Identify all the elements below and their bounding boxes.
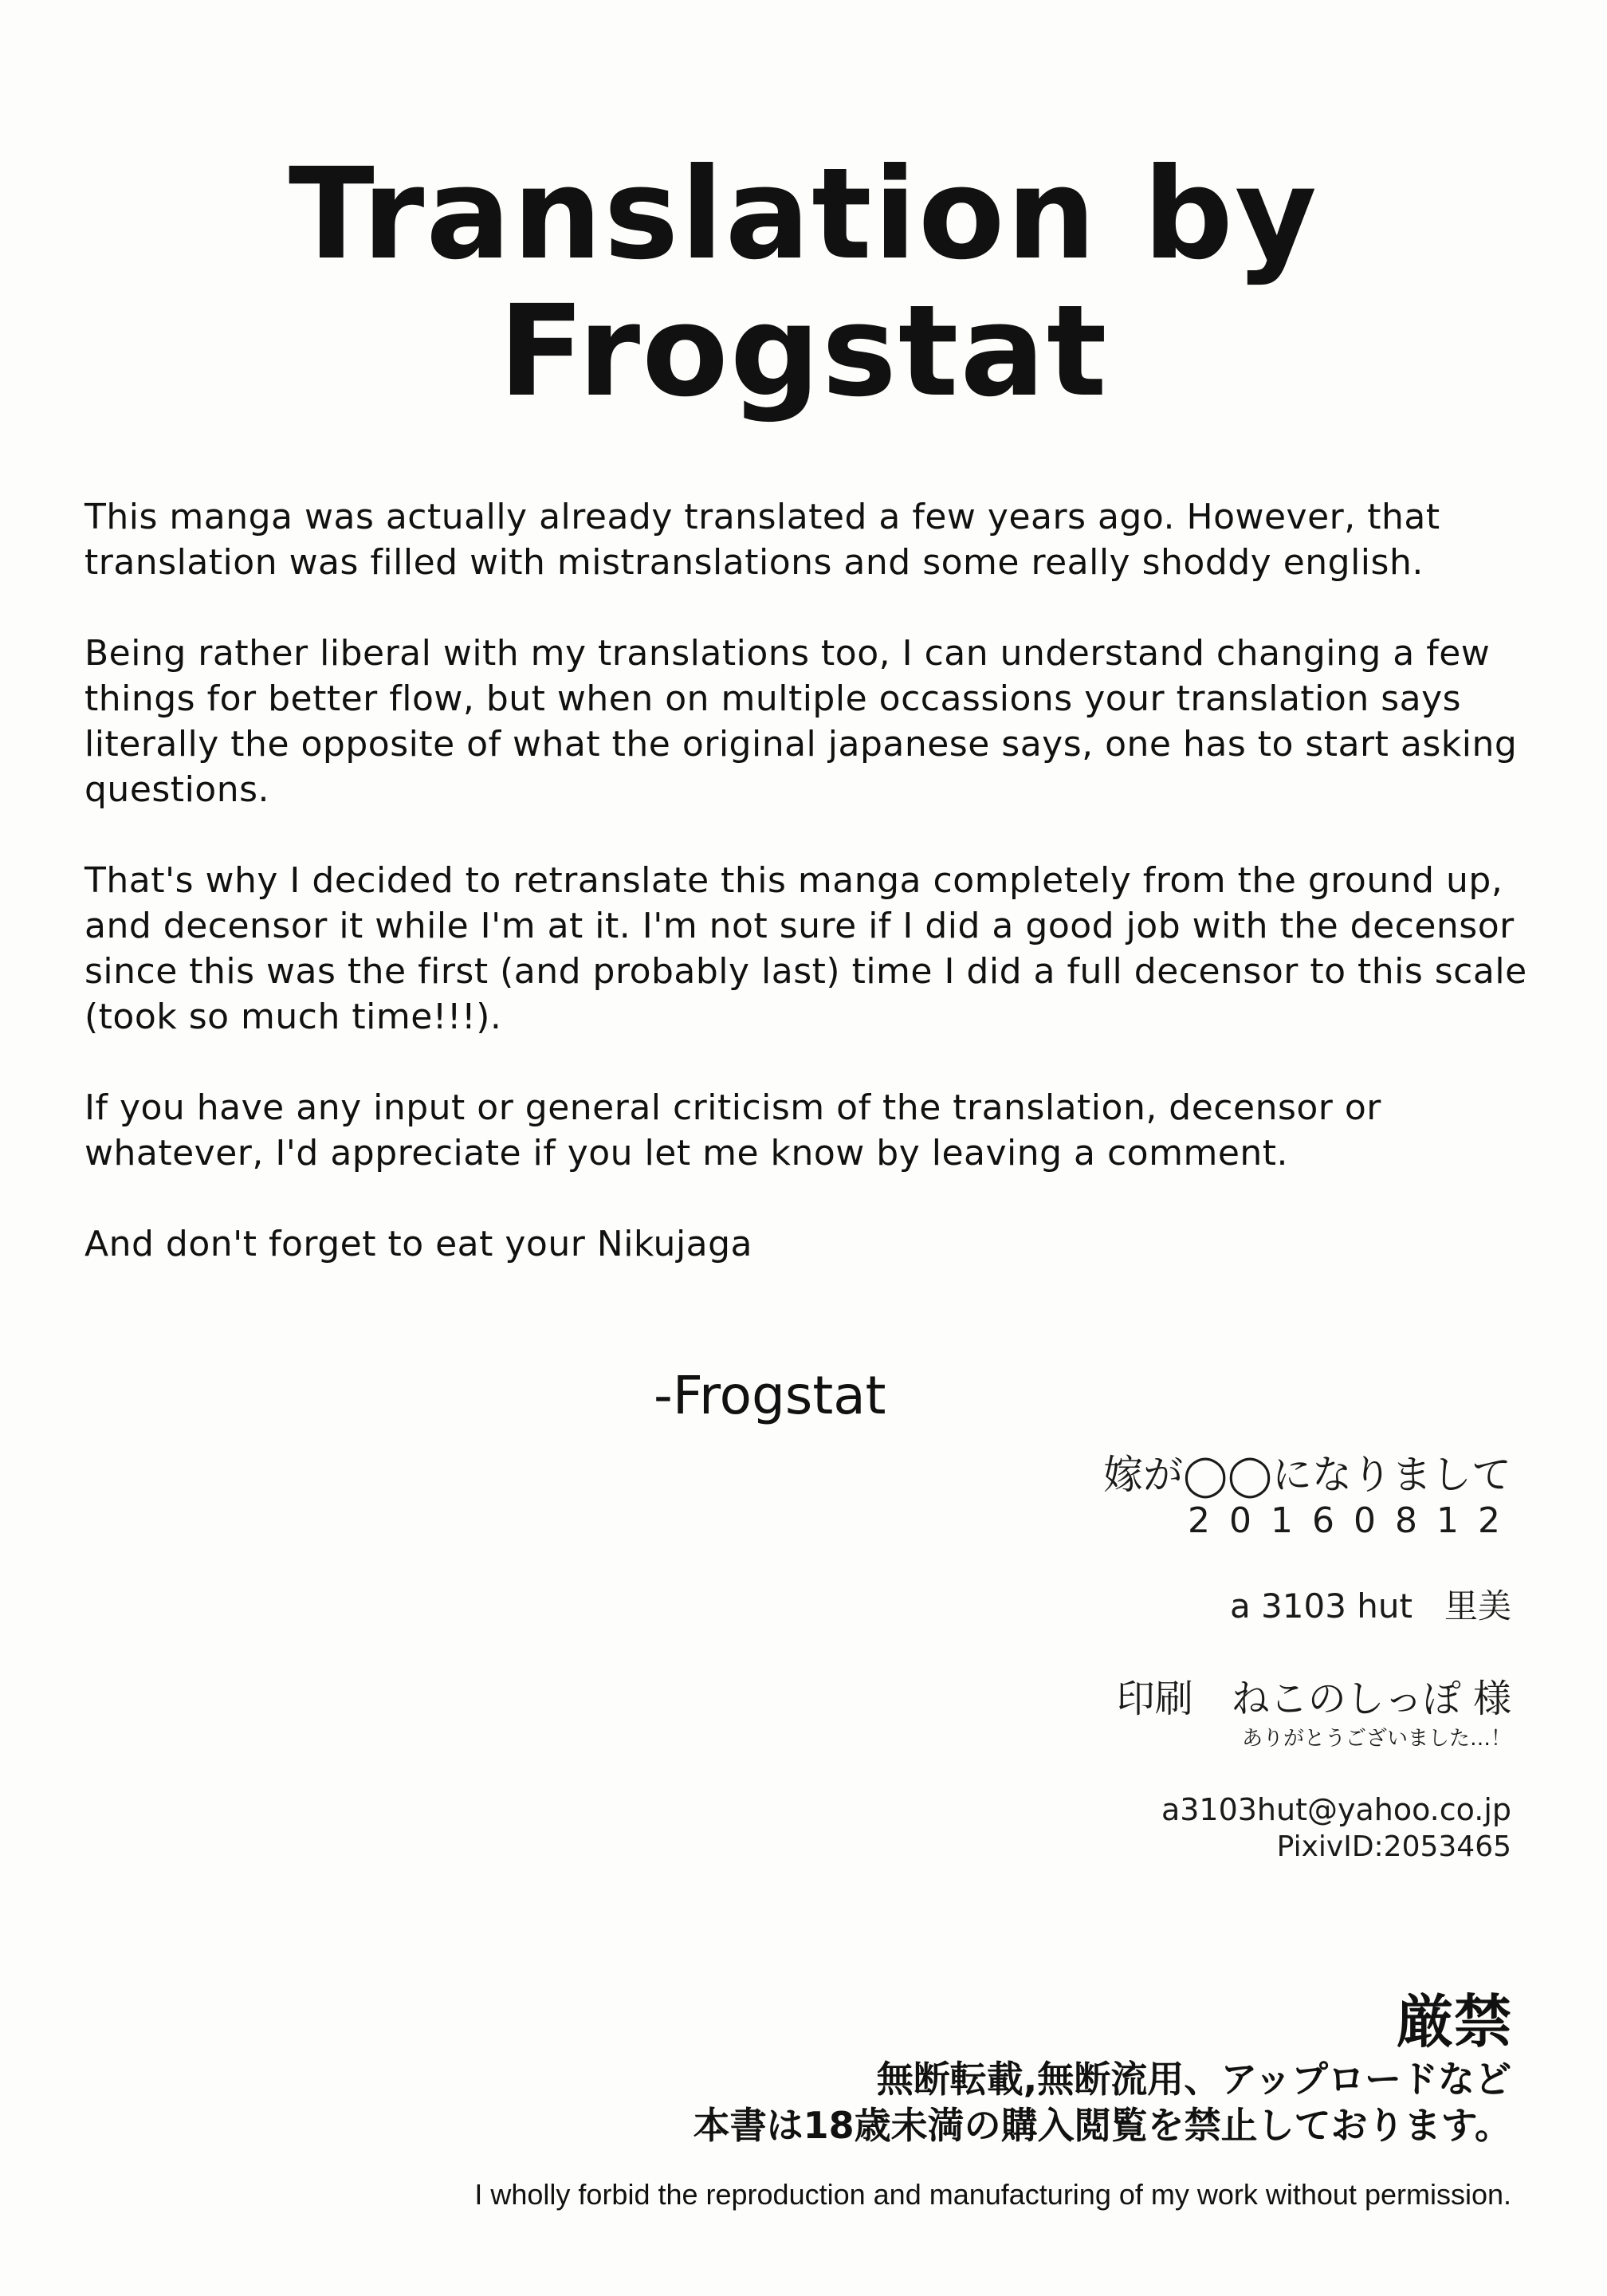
paragraph-5: And don't forget to eat your Nikujaga (84, 1224, 753, 1264)
prohibition-line-1: 無断転載,無断流用、アップロードなど (876, 2058, 1511, 2101)
printer-name: ねこのしっぽ 様 (1231, 1677, 1511, 1721)
paragraph-1: This manga was actually already translated a few years ago. However, that translation was filled with mistranslations and some really shoddy english. (84, 497, 1440, 583)
signature: -Frogstat (654, 1365, 886, 1426)
pixiv-id: PixivID:2053465 (1276, 1830, 1511, 1863)
paragraph-4: If you have any input or general criticism of the translation, decensor or whatever, I'd appreciate if you let me know by leaving a comment. (84, 1087, 1381, 1174)
translator-note (84, 494, 1535, 1312)
contact-email: a3103hut@yahoo.co.jp (1161, 1792, 1511, 1827)
circle-name: a 3103 hut (1229, 1586, 1413, 1626)
print-label: 印刷 (1116, 1677, 1193, 1721)
prohibition-line-2: 本書は18歳未満の購入閲覧を禁止しております。 (693, 2104, 1511, 2147)
prohibition-heading: 厳禁 (1396, 1988, 1511, 2055)
author-name: 里美 (1444, 1586, 1511, 1626)
thanks-note: ありがとうございました…！ (1241, 1727, 1511, 1751)
printer-credit (1117, 1668, 1511, 1723)
circle-credit (1230, 1580, 1511, 1628)
book-title: 嫁が◯◯になりまして (1103, 1452, 1511, 1498)
paragraph-3: That's why I decided to retranslate this manga completely from the ground up, and decensor it while I'm at it. I'm not sure if I did a good job with the decensor since this was the first (and probably last) time I did a full decensor to this scale (took so much time!!!). (84, 860, 1527, 1037)
paragraph-2: Being rather liberal with my translations too, I can understand changing a few things for better flow, but when on multiple occassions your translation says literally the opposite of what the original japanese says, one has to start asking questions. (84, 633, 1518, 810)
english-prohibition: I wholly forbid the reproduction and manufacturing of my work without permission. (474, 2178, 1511, 2211)
page-title-line-2: Frogstat (498, 278, 1109, 425)
page-title-line-1: Translation by (288, 141, 1319, 288)
publish-date: 20160812 (1188, 1500, 1519, 1541)
